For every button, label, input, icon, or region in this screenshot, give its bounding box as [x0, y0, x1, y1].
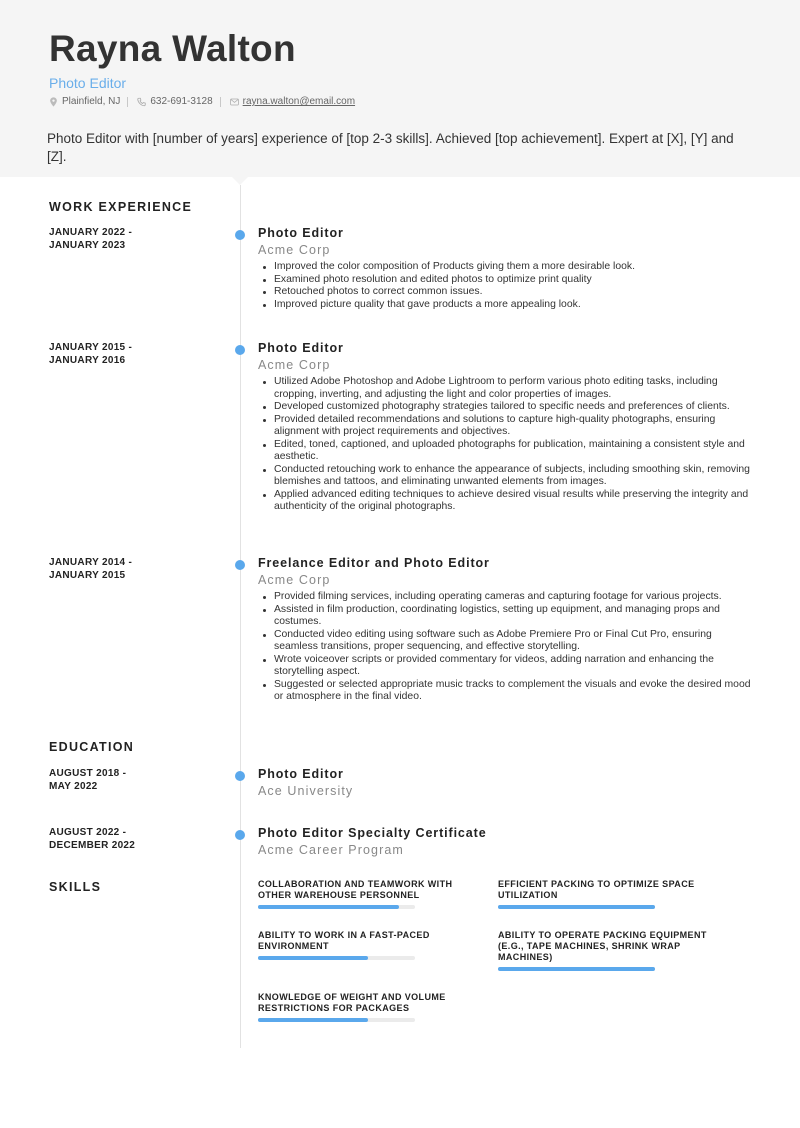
skill-item — [258, 879, 473, 909]
skill-item — [258, 930, 473, 960]
profile-summary: Photo Editor with [number of years] experience of [top 2-3 skills]. Achieved [top achievement]. Expert at [X], [Y] and [Z]. — [47, 131, 734, 164]
entry-institution: Ace University — [258, 784, 354, 798]
entry-role: Photo Editor — [258, 341, 344, 355]
skill-item — [258, 992, 473, 1022]
bullet-item: Suggested or selected appropriate music tracks to complement the visuals and evoke the desired mood or atmosphere in the final video. — [274, 679, 754, 704]
skill-label: ABILITY TO WORK IN A FAST-PACED ENVIRONMENT — [258, 930, 430, 951]
bullet-item: Applied advanced editing techniques to achieve desired visual results while preserving the integrity and authenticity of the original photographs. — [274, 489, 754, 514]
bullet-item: Improved picture quality that gave products a more appealing look. — [274, 299, 754, 312]
email-link[interactable]: rayna.walton@email.com — [242, 96, 356, 107]
candidate-name: Rayna Walton — [49, 28, 296, 69]
entry-organization: Acme Corp — [258, 358, 331, 372]
skills-heading: SKILLS — [49, 880, 102, 894]
skill-bar-fill — [258, 905, 399, 909]
bullet-item: Retouched photos to correct common issues. — [274, 286, 754, 299]
skill-bar — [258, 905, 415, 909]
education-heading: EDUCATION — [49, 740, 135, 754]
entry-bullets — [274, 376, 754, 514]
job-title: Photo Editor — [49, 75, 127, 91]
bullet-item: Utilized Adobe Photoshop and Adobe Lightroom to perform various photo editing tasks, including cropping, inverting, and adjusting the light and color properties of images. — [274, 376, 754, 401]
bullet-item: Assisted in film production, coordinating logistics, setting up equipment, and managing props and costumes. — [274, 604, 754, 629]
skill-label: KNOWLEDGE OF WEIGHT AND VOLUME RESTRICTIONS FOR PACKAGES — [258, 992, 446, 1013]
work-experience-heading: WORK EXPERIENCE — [49, 200, 193, 214]
bullet-item: Conducted retouching work to enhance the appearance of subjects, including smoothing skin, removing blemishes and tattoos, and eliminating unwanted elements from images. — [274, 464, 754, 489]
bullet-item: Developed customized photography strategies tailored to specific needs and preferences of clients. — [274, 401, 754, 414]
phone-item — [137, 96, 212, 107]
location-item — [49, 96, 120, 107]
timeline-line — [240, 185, 241, 1048]
contact-info — [49, 96, 355, 107]
skill-bar-fill — [258, 956, 368, 960]
skill-bar-fill — [498, 905, 655, 909]
entry-date: JANUARY 2022 - JANUARY 2023 — [49, 227, 133, 251]
skill-bar-fill — [258, 1018, 368, 1022]
entry-degree: Photo Editor Specialty Certificate — [258, 826, 487, 840]
envelope-icon — [230, 97, 239, 107]
entry-role: Photo Editor — [258, 226, 344, 240]
skill-item — [498, 930, 713, 971]
resume-header — [0, 0, 800, 177]
entry-bullets — [274, 261, 754, 311]
bullet-item: Edited, toned, captioned, and uploaded photographs for publication, maintaining a consistent style and aesthetic. — [274, 439, 754, 464]
location-pin-icon — [49, 97, 58, 107]
skill-bar — [258, 956, 415, 960]
bullet-item: Provided detailed recommendations and solutions to capture high-quality photographs, ensuring alignment with project requirements and objectives. — [274, 414, 754, 439]
bullet-item: Provided filming services, including operating cameras and capturing footage for various projects. — [274, 591, 754, 604]
entry-organization: Acme Corp — [258, 243, 331, 257]
header-notch — [232, 177, 248, 185]
entry-organization: Acme Corp — [258, 573, 331, 587]
entry-degree: Photo Editor — [258, 767, 344, 781]
skill-bar — [258, 1018, 415, 1022]
skill-label: COLLABORATION AND TEAMWORK WITH OTHER WAREHOUSE PERSONNEL — [258, 879, 453, 900]
timeline-dot — [235, 230, 245, 240]
entry-bullets — [274, 591, 754, 704]
timeline-dot — [235, 345, 245, 355]
bullet-item: Examined photo resolution and edited photos to optimize print quality — [274, 274, 754, 287]
phone-icon — [137, 97, 146, 107]
timeline-dot — [235, 560, 245, 570]
skill-bar-fill — [498, 967, 655, 971]
entry-institution: Acme Career Program — [258, 843, 404, 857]
skill-bar — [498, 905, 655, 909]
skill-label: ABILITY TO OPERATE PACKING EQUIPMENT (E.G., TAPE MACHINES, SHRINK WRAP MACHINES) — [498, 930, 707, 962]
entry-role: Freelance Editor and Photo Editor — [258, 556, 490, 570]
entry-date: AUGUST 2022 - DECEMBER 2022 — [49, 827, 136, 851]
bullet-item: Conducted video editing using software such as Adobe Premiere Pro or Final Cut Pro, ensuring seamless transitions, proper sequencing, and effective storytelling. — [274, 629, 754, 654]
bullet-item: Wrote voiceover scripts or provided commentary for videos, adding narration and enhancing the storytelling aspect. — [274, 654, 754, 679]
entry-date: JANUARY 2015 - JANUARY 2016 — [49, 342, 133, 366]
divider — [127, 97, 128, 107]
skill-bar — [498, 967, 655, 971]
timeline-dot — [235, 771, 245, 781]
timeline-dot — [235, 830, 245, 840]
entry-date: AUGUST 2018 - MAY 2022 — [49, 768, 127, 792]
phone-text: 632-691-3128 — [150, 96, 213, 107]
skill-item — [498, 879, 713, 909]
location-text: Plainfield, NJ — [62, 96, 121, 107]
skill-label: EFFICIENT PACKING TO OPTIMIZE SPACE UTILIZATION — [498, 879, 695, 900]
divider — [220, 97, 221, 107]
email-item — [230, 96, 355, 107]
bullet-item: Improved the color composition of Products giving them a more desirable look. — [274, 261, 754, 274]
entry-date: JANUARY 2014 - JANUARY 2015 — [49, 557, 133, 581]
